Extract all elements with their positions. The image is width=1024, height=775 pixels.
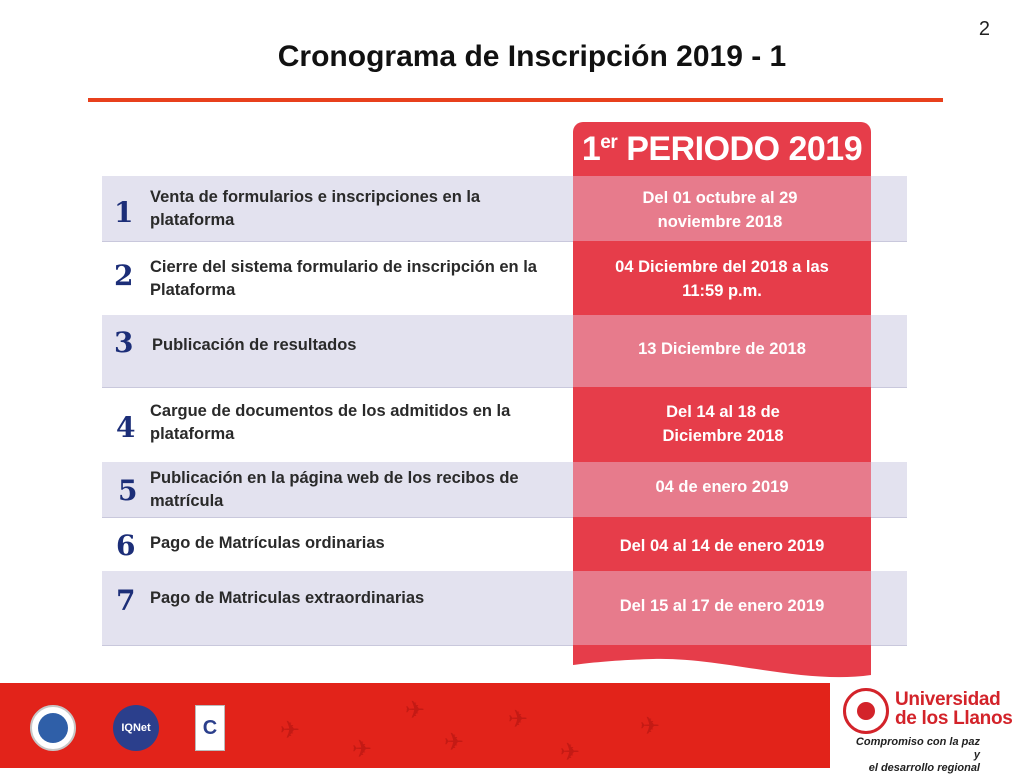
step-number-7: 7 <box>116 584 136 617</box>
bird-icon: ✈ <box>640 713 661 740</box>
university-motto-line2: el desarrollo regional <box>868 762 980 774</box>
bird-icon: ✈ <box>508 706 529 733</box>
step-date-2: 04 Diciembre del 2018 a las 11:59 p.m. <box>615 258 829 300</box>
step-number-3: 3 <box>114 326 134 359</box>
step-desc-7: Pago de Matriculas extraordinarias <box>150 589 425 607</box>
icontec-logo <box>195 705 225 751</box>
step-number-6: 6 <box>116 529 136 562</box>
step-date-5: 04 de enero 2019 <box>655 478 789 496</box>
bird-icon: ✈ <box>405 697 426 724</box>
step-desc-4: Cargue de documentos de los admitidos en la plataforma <box>150 402 511 443</box>
bird-icon: ✈ <box>444 729 465 756</box>
bird-icon: ✈ <box>560 739 581 766</box>
iqnet-label: IQNet <box>113 705 159 751</box>
university-logo-icon <box>843 688 889 734</box>
step-desc-6: Pago de Matrículas ordinarias <box>150 534 385 552</box>
university-name-line1: Universidad <box>895 689 1001 710</box>
step-desc-2: Cierre del sistema formulario de inscripción en la Plataforma <box>150 258 537 299</box>
icontec-label: C <box>195 705 225 751</box>
step-number-5: 5 <box>118 474 138 507</box>
step-number-2: 2 <box>114 259 134 292</box>
period-prefix: 1 <box>581 130 601 168</box>
iqnet-logo <box>113 705 159 751</box>
step-date-7: Del 15 al 17 de enero 2019 <box>619 597 825 615</box>
step-date-1: Del 01 octubre al 29 noviembre 2018 <box>642 189 798 231</box>
period-ordinal: er <box>600 132 618 153</box>
period-title <box>573 130 871 169</box>
university-name <box>895 690 1013 728</box>
bird-icon: ✈ <box>280 717 301 744</box>
slide-title: Cronograma de Inscripción 2019 - 1 <box>277 40 787 73</box>
step-number-1: 1 <box>114 196 134 229</box>
period-label: PERIODO 2019 <box>617 130 863 168</box>
step-desc-5: Publicación en la página web de los recibos de matrícula <box>150 469 519 510</box>
university-motto-line1: Compromiso con la paz y <box>855 736 980 761</box>
step-number-4: 4 <box>116 411 136 444</box>
step-date-3: 13 Diciembre de 2018 <box>638 340 806 358</box>
university-motto <box>852 736 980 775</box>
step-desc-1: Venta de formularios e inscripciones en la plataforma <box>150 188 481 229</box>
step-desc-3: Publicación de resultados <box>152 336 357 354</box>
colombia-seal-icon <box>30 705 76 751</box>
bird-icon: ✈ <box>352 736 373 763</box>
slide-number: 2 <box>978 18 990 40</box>
university-name-line2: de los Llanos <box>895 708 1013 729</box>
step-date-6: Del 04 al 14 de enero 2019 <box>619 537 825 555</box>
period-wave <box>573 645 871 685</box>
step-date-4: Del 14 al 18 de Diciembre 2018 <box>662 403 784 445</box>
